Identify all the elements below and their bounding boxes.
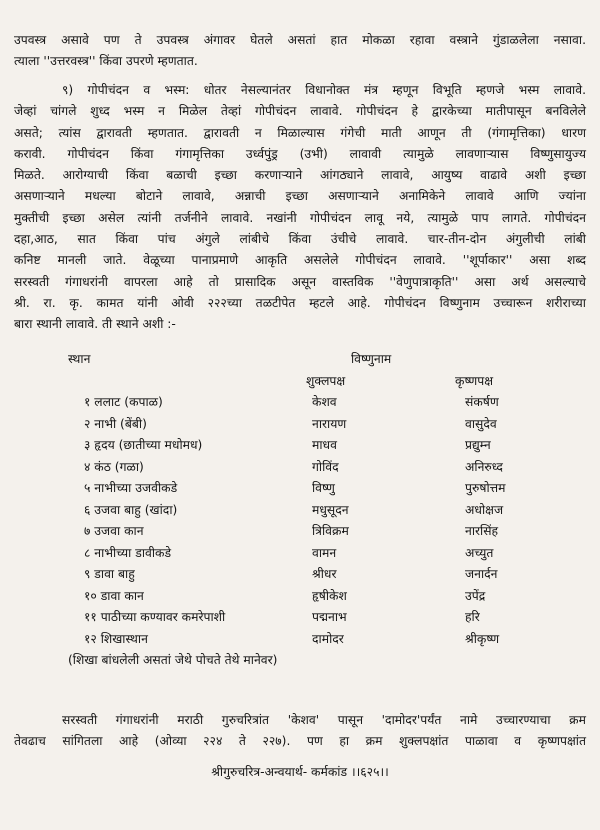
cell-krishna: उपेंद्र bbox=[465, 588, 486, 603]
cell-place: ७ उजवा कान bbox=[84, 524, 144, 538]
cell-shukla: त्रिविक्रम bbox=[312, 524, 349, 538]
text-line: कनिष्ट मानली जाते. वेळूच्या पानाप्रमाणे आकृति असलेले गोपीचंदन लावावे. ''शूर्पाकार'' असा शब्द bbox=[14, 253, 586, 268]
cell-krishna: अनिरुध्द bbox=[465, 459, 503, 474]
text-line: करावी. गोपीचंदन किंवा गंगामृत्तिका उर्ध्वपुंड्र (उभी) लावावी त्यामुळे लावणाऱ्यास विष्णुसायुज्य bbox=[14, 146, 586, 161]
cell-shukla: हृषीकेश bbox=[312, 588, 347, 603]
paragraph-3 bbox=[14, 710, 586, 753]
cell-shukla: गोविंद bbox=[312, 459, 339, 474]
table-row bbox=[0, 457, 600, 479]
header-vishnunaam: विष्णुनाम bbox=[351, 352, 392, 366]
table-row bbox=[0, 586, 600, 608]
header-place: स्थान bbox=[68, 352, 91, 366]
cell-shukla: वामन bbox=[312, 545, 337, 560]
cell-shukla: पद्मनाभ bbox=[312, 610, 347, 624]
text-line: सरस्वती गंगाधरांनी मराठी गुरुचरित्रांत 'केशव' पासून 'दामोदर'पर्यंत नामे उच्चारण्याचा क्रम bbox=[62, 713, 586, 727]
paragraph-2 bbox=[14, 80, 586, 336]
cell-krishna: अधोक्षज bbox=[465, 502, 504, 517]
table-row bbox=[0, 607, 600, 629]
cell-place: ३ हृदय (छातीच्या मधोमध) bbox=[84, 438, 203, 452]
cell-krishna: अच्युत bbox=[465, 545, 494, 560]
cell-krishna: संकर्षण bbox=[465, 395, 499, 409]
cell-krishna: श्रीकृष्ण bbox=[465, 631, 500, 646]
cell-shukla: दामोदर bbox=[312, 631, 344, 646]
table-row bbox=[0, 500, 600, 522]
cell-place: ९ डावा बाहु bbox=[84, 567, 135, 581]
cell-krishna: वासुदेव bbox=[465, 416, 497, 431]
cell-place: ८ नाभीच्या डावीकडे bbox=[84, 545, 172, 560]
cell-place: ६ उजवा बाहु (खांदा) bbox=[84, 502, 178, 517]
text-line: मुक्तीची इच्छा असेल त्यांनी तर्जनीने लावावे. नखांनी गोपीचंदन लावू नये, त्यामुळे पाप लागते. गोपीचंदन bbox=[14, 210, 586, 225]
table-row bbox=[0, 521, 600, 543]
text-line: उपवस्त्र असावे पण ते उपवस्त्र अंगावर घेतले असतां हात मोकळा रहावा वस्त्राने गुंडाळलेला नसावा. bbox=[14, 33, 586, 47]
text-line: जेव्हां चांगले शुध्द भस्म न मिळेल तेव्हां गोपीचंदन लावावे. गोपीचंदन हे द्वारकेच्या मातीपासून बनविलेले bbox=[14, 104, 586, 119]
cell-place: १२ शिखास्थान bbox=[84, 631, 148, 646]
cell-krishna: हरि bbox=[465, 610, 480, 624]
page-footer: श्रीगुरुचरित्र-अन्वयार्थ- कर्मकांड ।।६२५।। bbox=[211, 765, 389, 779]
cell-place: ५ नाभीच्या उजवीकडे bbox=[84, 481, 178, 495]
table-note: (शिखा बांधलेली असतां जेथे पोचते तेथे मानेवर) bbox=[68, 653, 278, 667]
table-row bbox=[0, 629, 600, 651]
cell-place: ११ पाठीच्या कण्यावर कमरेपाशी bbox=[84, 610, 226, 624]
text-line: त्याला ''उत्तरवस्त्र'' किंवा उपरणे म्हणतात. bbox=[14, 54, 198, 69]
cell-shukla: माधव bbox=[312, 438, 337, 452]
table-row bbox=[0, 564, 600, 586]
cell-krishna: नारसिंह bbox=[465, 524, 499, 538]
cell-place: २ नाभी (बेंबी) bbox=[84, 416, 147, 431]
text-line: तेवढाच सांगितला आहे (ओव्या २२४ ते २२७). पण हा क्रम शुक्लपक्षांत पाळावा व कृष्णपक्षांत bbox=[14, 734, 586, 749]
cell-place: ४ कंठ (गळा) bbox=[84, 459, 144, 474]
cell-shukla: श्रीधर bbox=[312, 567, 337, 581]
text-line: मिळते. आरोग्याची किंवा बळाची इच्छा करणाऱ्याने आंगठ्याने लावावे, आयुष्य वाढावे अशी इच्छा bbox=[14, 168, 586, 183]
table-note-row bbox=[0, 650, 600, 672]
cell-place: १ ललाट (कपाळ) bbox=[84, 395, 163, 409]
table-row bbox=[0, 414, 600, 436]
table-header-row bbox=[0, 349, 600, 371]
header-shukla: शुक्लपक्ष bbox=[306, 373, 346, 388]
cell-shukla: विष्णु bbox=[312, 481, 335, 495]
table-row bbox=[0, 435, 600, 457]
table-row bbox=[0, 392, 600, 414]
text-line: दहा,आठ, सात किंवा पांच अंगुले लांबीचे किंवा उंचीचे लावावे. चार-तीन-दोन अंगुलीची लांबी bbox=[14, 232, 586, 247]
cell-krishna: पुरुषोत्तम bbox=[465, 481, 506, 495]
text-line: सरस्वती गंगाधरांनी वापरला आहे तो प्रासादिक असून वास्तविक ''वेणुपात्राकृति'' असा अर्थ असल्याचे bbox=[14, 274, 586, 289]
table-row bbox=[0, 478, 600, 500]
cell-shukla: नारायण bbox=[312, 416, 347, 431]
text-line: ९) गोपीचंदन व भस्म: धोतर नेसल्यानंतर विधानोक्त मंत्र म्हणून विभूति म्हणजे भस्म लावावे. bbox=[62, 83, 586, 97]
header-krishna: कृष्णपक्ष bbox=[455, 373, 494, 388]
cell-krishna: प्रद्युम्न bbox=[465, 438, 491, 452]
cell-krishna: जनार्दन bbox=[465, 567, 498, 581]
cell-shukla: मधुसूदन bbox=[312, 502, 349, 517]
text-line: असणाऱ्याने मधल्या बोटाने लावावे, अन्नाची इच्छा असणाऱ्याने अनामिकेने लावावे आणि ज्यांना bbox=[14, 189, 586, 204]
text-line: असते; त्यांस द्वारावती म्हणतात. द्वारावती न मिळाल्यास गंगेची माती आणून ती (गंगामृत्तिका) धारण bbox=[14, 125, 586, 140]
paragraph-1 bbox=[14, 30, 586, 73]
cell-shukla: केशव bbox=[312, 395, 337, 409]
text-line: श्री. रा. कृ. कामत यांनी ओवी २२२च्या तळटीपेत म्हटले आहे. गोपीचंदन विष्णुनाम उच्चारून शरीराच्या bbox=[14, 295, 586, 310]
vishnu-names-table bbox=[0, 349, 600, 672]
table-subheader-row bbox=[0, 371, 600, 393]
text-line: बारा स्थानी लावावे. ती स्थाने अशी :- bbox=[14, 317, 176, 332]
cell-place: १० डावा कान bbox=[84, 588, 144, 603]
table-row bbox=[0, 543, 600, 565]
